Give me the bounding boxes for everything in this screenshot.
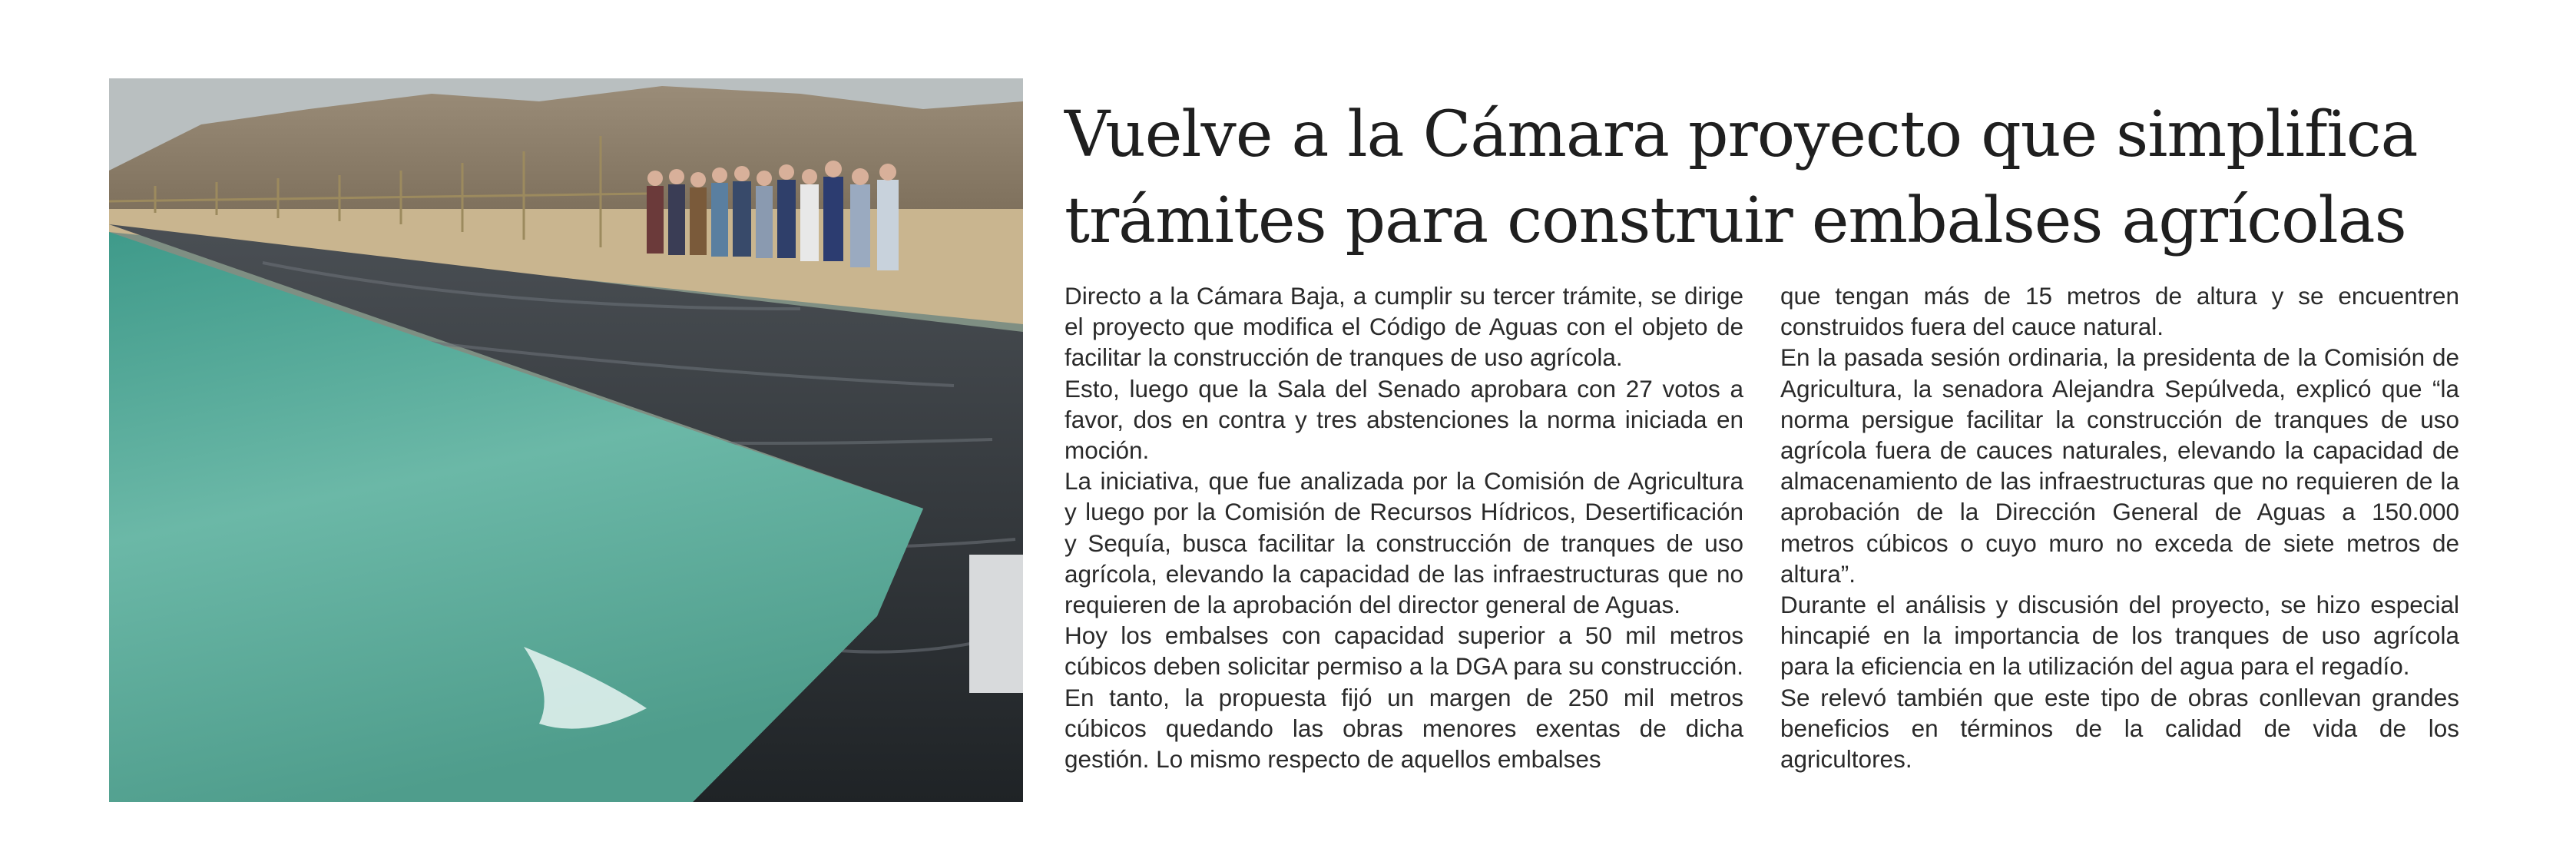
article-headline	[1065, 92, 2524, 264]
paragraph: Hoy los embalses con capacidad superior a 50 mil metros cúbicos deben solicitar permiso a la DGA para su construcción. En tanto, la propuesta fijó un margen de 250 mil metros cúbicos quedando las obras menores exentas de dicha gestión. Lo mismo respecto de aquellos embalses	[1065, 621, 1743, 774]
reservoir-photo	[109, 78, 1023, 802]
paragraph: La iniciativa, que fue analizada por la Comisión de Agricultura y luego por la Comisión de Recursos Hídricos, Desertificación y Sequía, busca facilitar la construcción de tranques de uso agrícola, elevando la capacidad de las infraestructuras que no requieren de la aprobación del director general de Aguas.	[1065, 467, 1743, 619]
paragraph: que tengan más de 15 metros de altura y se encuentren construidos fuera del cauce natural.	[1780, 282, 2459, 341]
paragraph: En la pasada sesión ordinaria, la presidenta de la Comisión de Agricultura, la senadora Alejandra Sepúlveda, explicó que “la norma persigue facilitar la construcción de tranques de uso agrícola fuera de cauces naturales, elevando la capacidad de almacenamiento de las infraestructuras que no requieren de la aprobación de la Dirección General de Aguas a 150.000 metros cúbicos o cuyo muro no exceda de siete metros de altura”.	[1780, 343, 2459, 588]
headline-line-1: Vuelve a la Cámara proyecto que simplifica	[1065, 98, 2418, 171]
inlet-structure	[969, 555, 1023, 693]
article-column-1	[1065, 280, 1743, 810]
paragraph: Durante el análisis y discusión del proyecto, se hizo especial hincapié en la importancia de los tranques de uso agrícola para la eficiencia en la utilización del agua para el regadío.	[1780, 591, 2459, 681]
paragraph: Esto, luego que la Sala del Senado aprobara con 27 votos a favor, dos en contra y tres abstenciones la norma iniciada en moción.	[1065, 374, 1743, 465]
article-column-2	[1780, 280, 2459, 810]
paragraph: Se relevó también que este tipo de obras conllevan grandes beneficios en términos de la calidad de vida de los agricultores.	[1780, 683, 2459, 774]
headline-line-2: trámites para construir embalses agrícolas	[1065, 184, 2406, 257]
paragraph: Directo a la Cámara Baja, a cumplir su tercer trámite, se dirige el proyecto que modifica el Código de Aguas con el objeto de facilitar la construcción de tranques de uso agrícola.	[1065, 282, 1743, 372]
reservoir-illustration	[109, 78, 1023, 802]
